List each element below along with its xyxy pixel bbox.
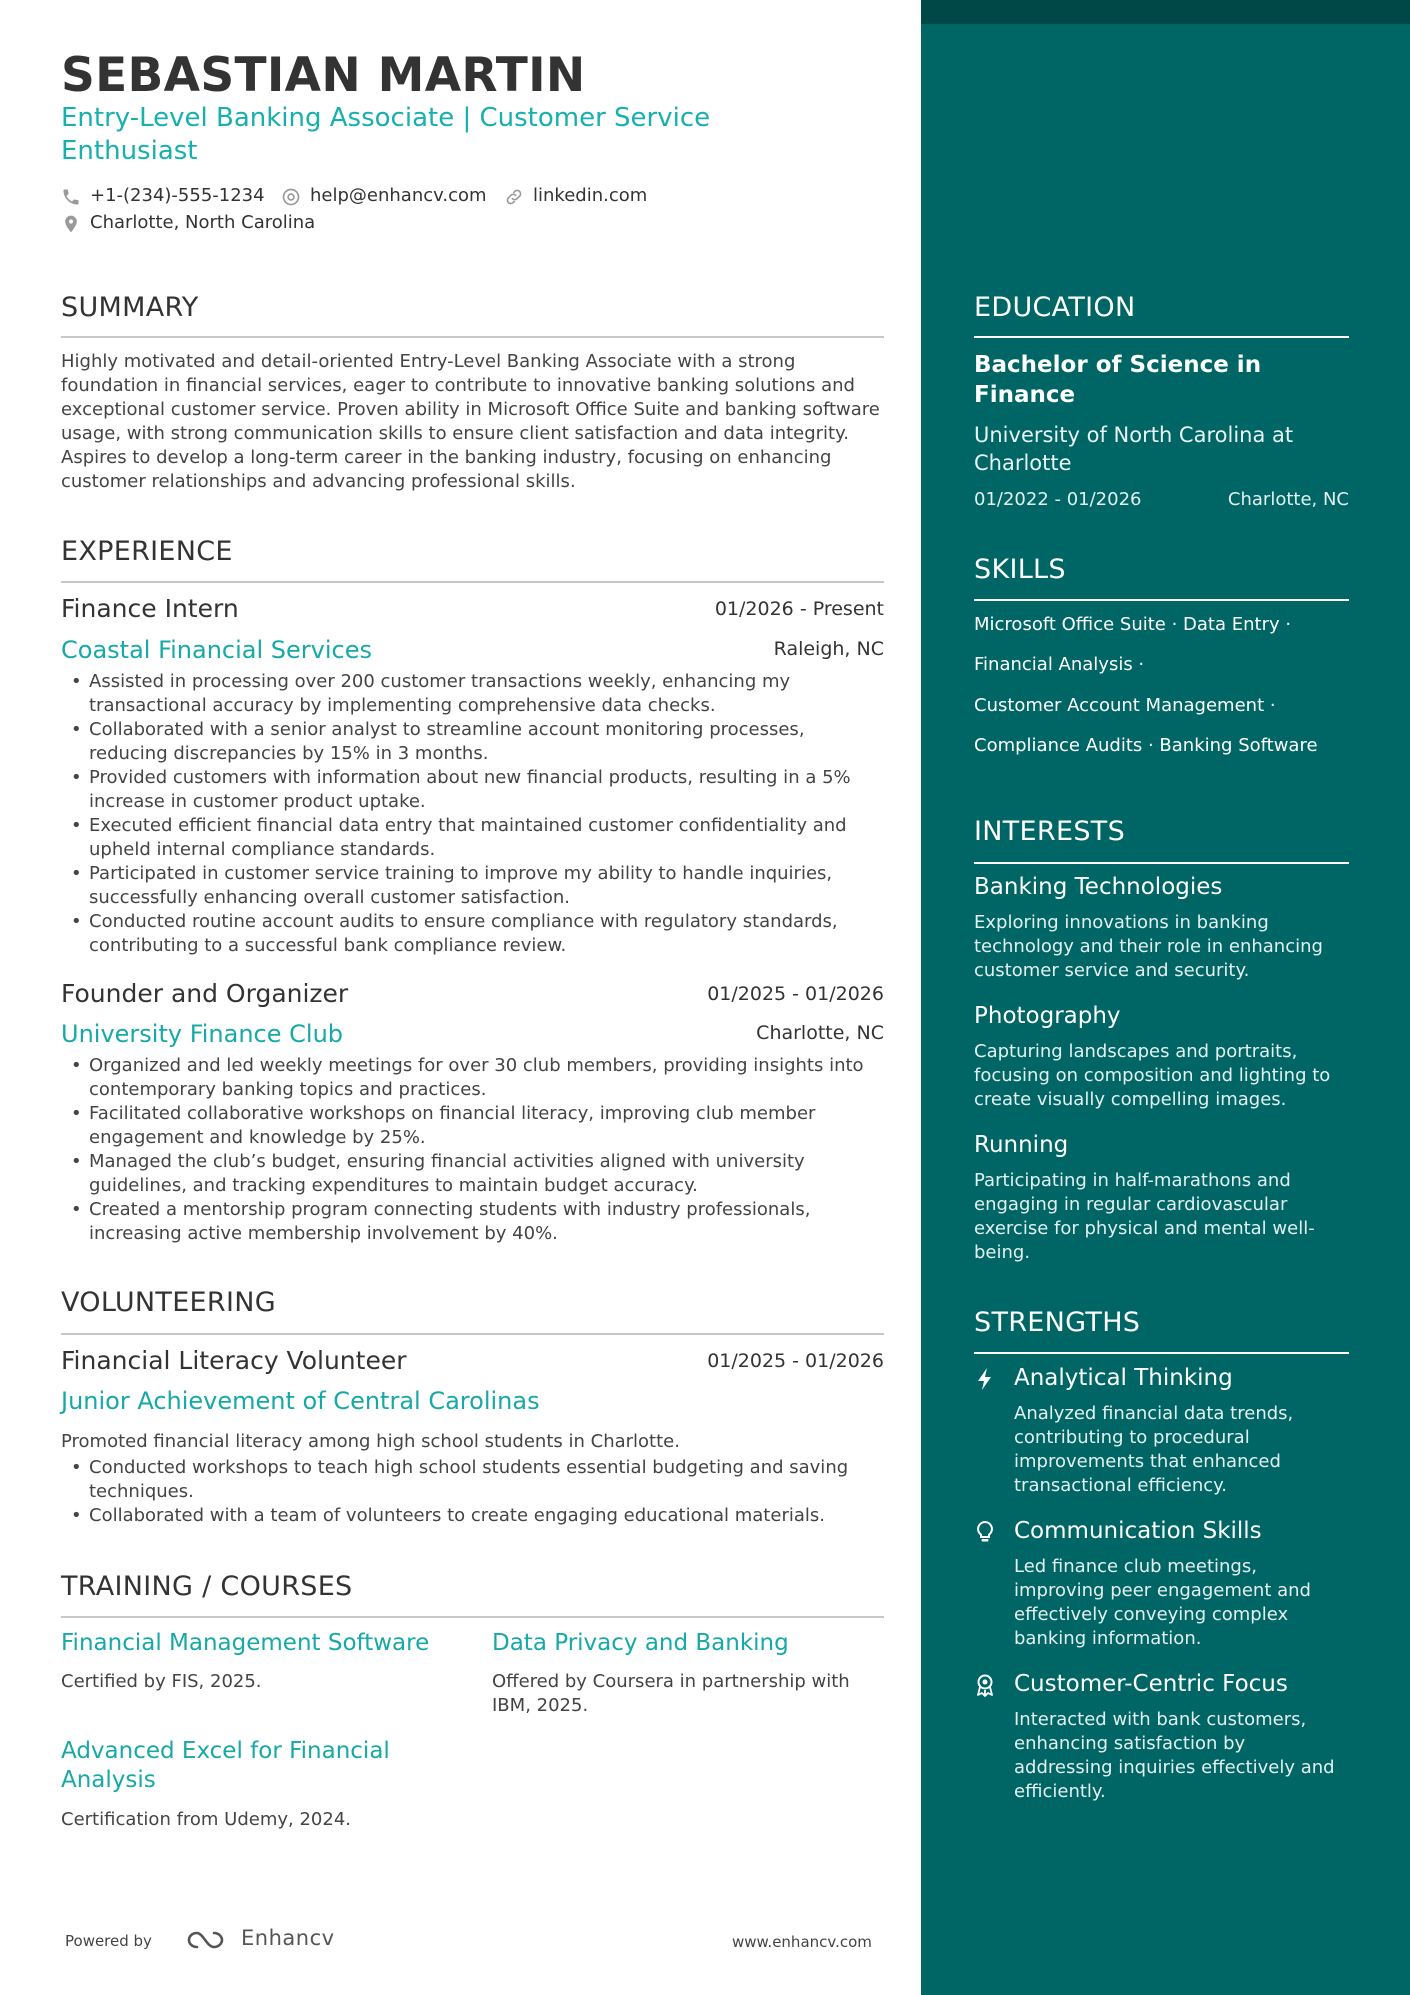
course-3-detail: Certification from Udemy, 2024.	[61, 1809, 352, 1830]
course-2-detail: Offered by Coursera in partnership with IBM, 2025.	[492, 1671, 850, 1716]
job-1-role: Finance Intern	[61, 594, 239, 623]
strength-3-name: Customer-Centric Focus	[1014, 1671, 1288, 1697]
list-item: • Collaborated with a senior analyst to streamline account monitoring processes, reducing discrepancies by 15% in 3 months.	[61, 718, 884, 766]
list-item: • Collaborated with a team of volunteers to create engaging educational materials.	[61, 1504, 884, 1528]
headline: Entry-Level Banking Associate | Customer Service Enthusiast	[61, 103, 711, 166]
volunteer-dates: 01/2025 - 01/2026	[707, 1350, 884, 1372]
interest-3-name: Running	[974, 1132, 1069, 1158]
location-pin-icon	[61, 214, 81, 234]
job-2-location: Charlotte, NC	[756, 1022, 884, 1044]
list-item: • Participated in customer service training to improve my ability to handle inquiries, successfully enhancing overall customer satisfaction.	[61, 862, 884, 910]
strength-1-name: Analytical Thinking	[1014, 1365, 1233, 1391]
skill-line: Compliance Audits · Banking Software	[974, 735, 1318, 756]
list-item: • Executed efficient financial data entry that maintained customer confidentiality and upheld internal compliance standards.	[61, 814, 884, 862]
at-icon	[281, 187, 301, 207]
job-2-company: University Finance Club	[61, 1020, 344, 1048]
interest-2-name: Photography	[974, 1003, 1121, 1029]
interest-1-name: Banking Technologies	[974, 874, 1223, 900]
job-1-company: Coastal Financial Services	[61, 636, 372, 664]
course-3-title: Advanced Excel for Financial Analysis	[61, 1738, 390, 1793]
job-1-bullets	[61, 670, 884, 958]
experience-divider	[61, 581, 884, 583]
job-1-location: Raleigh, NC	[773, 638, 884, 660]
volunteer-organization: Junior Achievement of Central Carolinas	[61, 1387, 540, 1415]
phone-text: +1-(234)-555-1234	[90, 185, 265, 206]
phone-icon	[61, 187, 81, 207]
link-icon	[504, 187, 524, 207]
education-location: Charlotte, NC	[1227, 489, 1349, 510]
list-item: • Organized and led weekly meetings for over 30 club members, providing insights into contemporary banking topics and practices.	[61, 1054, 884, 1102]
footer-url[interactable]: www.enhancv.com	[732, 1933, 872, 1951]
course-2-title: Data Privacy and Banking	[492, 1630, 789, 1656]
strengths-divider	[974, 1352, 1349, 1354]
footer-brand: Enhancv	[241, 1926, 335, 1950]
skills-divider	[974, 599, 1349, 601]
list-item: • Conducted routine account audits to ensure compliance with regulatory standards, contributing to a successful bank compliance review.	[61, 910, 884, 958]
enhancv-logo-icon	[183, 1925, 233, 1955]
skill-line: Customer Account Management ·	[974, 695, 1276, 716]
training-title: TRAINING / COURSES	[61, 1571, 353, 1602]
volunteer-role: Financial Literacy Volunteer	[61, 1346, 407, 1375]
education-title: EDUCATION	[974, 292, 1136, 323]
skills-title: SKILLS	[974, 554, 1066, 585]
list-item: • Conducted workshops to teach high school students essential budgeting and saving techniques.	[61, 1456, 884, 1504]
volunteer-description: Promoted financial literacy among high school students in Charlotte.	[61, 1431, 680, 1452]
interest-2-text: Capturing landscapes and portraits, focusing on composition and lighting to create visually compelling images.	[974, 1041, 1331, 1110]
education-dates: 01/2022 - 01/2026	[974, 489, 1142, 510]
strength-2-text: Led finance club meetings, improving peer engagement and effectively conveying complex banking information.	[1014, 1556, 1311, 1649]
location-text: Charlotte, North Carolina	[90, 212, 316, 233]
volunteer-bullets	[61, 1456, 884, 1528]
list-item: • Provided customers with information about new financial products, resulting in a 5% increase in customer product uptake.	[61, 766, 884, 814]
education-degree: Bachelor of Science in Finance	[974, 352, 1262, 408]
list-item: • Facilitated collaborative workshops on financial literacy, improving club member engagement and knowledge by 25%.	[61, 1102, 884, 1150]
summary-title: SUMMARY	[61, 292, 199, 323]
course-1-title: Financial Management Software	[61, 1630, 430, 1656]
volunteering-title: VOLUNTEERING	[61, 1287, 276, 1318]
strength-3-text: Interacted with bank customers, enhancing satisfaction by addressing inquiries effectively and efficiently.	[1014, 1709, 1335, 1802]
interests-title: INTERESTS	[974, 816, 1126, 847]
education-divider	[974, 336, 1349, 338]
job-2-role: Founder and Organizer	[61, 979, 349, 1008]
interest-3-text: Participating in half-marathons and engaging in regular cardiovascular exercise for physical and mental well-being.	[974, 1170, 1315, 1263]
job-1-dates: 01/2026 - Present	[714, 598, 884, 620]
training-divider	[61, 1616, 884, 1618]
candidate-name: SEBASTIAN MARTIN	[61, 48, 586, 103]
experience-title: EXPERIENCE	[61, 536, 233, 567]
job-2-bullets	[61, 1054, 884, 1246]
award-icon	[974, 1673, 996, 1697]
skill-line: Financial Analysis ·	[974, 654, 1145, 675]
education-school: University of North Carolina at Charlotte	[974, 423, 1294, 475]
volunteering-divider	[61, 1333, 884, 1335]
list-item: • Created a mentorship program connecting students with industry professionals, increasing active membership involvement by 40%.	[61, 1198, 884, 1246]
interest-1-text: Exploring innovations in banking technology and their role in enhancing customer service and security.	[974, 912, 1323, 981]
list-item: • Assisted in processing over 200 customer transactions weekly, enhancing my transactional accuracy by implementing comprehensive data checks.	[61, 670, 884, 718]
skill-line: Microsoft Office Suite · Data Entry ·	[974, 614, 1292, 635]
powered-by-label: Powered by	[65, 1932, 152, 1950]
strengths-title: STRENGTHS	[974, 1307, 1141, 1338]
strength-2-name: Communication Skills	[1014, 1518, 1262, 1544]
linkedin-text: linkedin.com	[533, 185, 648, 206]
lightbulb-icon	[974, 1520, 996, 1544]
lightning-icon	[974, 1367, 996, 1391]
job-2-dates: 01/2025 - 01/2026	[707, 983, 884, 1005]
list-item: • Managed the club’s budget, ensuring financial activities aligned with university guidelines, and tracking expenditures to maintain budget accuracy.	[61, 1150, 884, 1198]
summary-divider	[61, 336, 884, 338]
strength-1-text: Analyzed financial data trends, contributing to procedural improvements that enhanced transactional efficiency.	[1014, 1403, 1294, 1496]
summary-text: Highly motivated and detail-oriented Entry-Level Banking Associate with a strong foundation in financial services, eager to contribute to innovative banking solutions and exceptional customer service. Proven ability in Microsoft Office Suite and banking software usage, with strong communication skills to ensure client satisfaction and data integrity. Aspires to develop a long-term career in the banking industry, focusing on enhancing customer relationships and advancing professional skills.	[61, 351, 880, 492]
sidebar-top-band	[921, 0, 1410, 24]
interests-divider	[974, 862, 1349, 864]
course-1-detail: Certified by FIS, 2025.	[61, 1671, 262, 1692]
email-text: help@enhancv.com	[310, 185, 487, 206]
